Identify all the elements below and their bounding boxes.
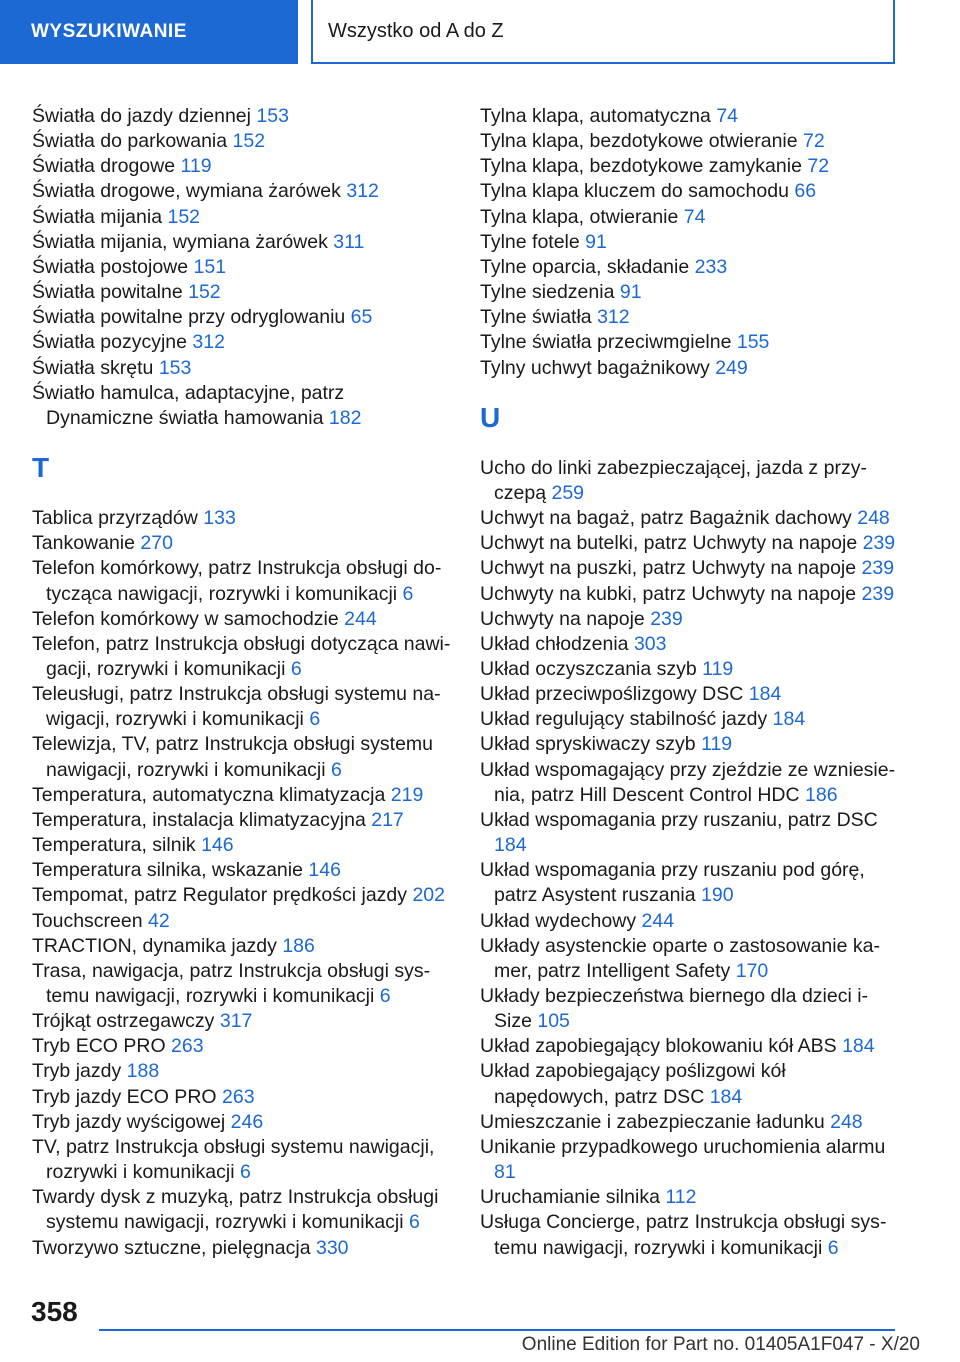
index-entry-page-link[interactable]: 119 <box>702 657 734 680</box>
index-entry-page-link[interactable]: 270 <box>140 532 173 555</box>
index-entry-page-link[interactable]: 74 <box>683 205 706 228</box>
index-column-left <box>32 104 452 1261</box>
index-entry-text: Usługa Concierge, patrz Instrukcja obsługi systemu nawigacji, rozrywki i komunikacji <box>480 1211 887 1259</box>
index-entry <box>32 833 452 858</box>
index-entry-text: Teleusługi, patrz Instrukcja obsługi systemu nawigacji, rozrywki i komunikacji <box>32 683 441 731</box>
index-entry <box>480 758 905 808</box>
index-entry-text: Układy bezpieczeństwa biernego dla dzieci i-Size <box>480 985 869 1033</box>
index-entry-page-link[interactable]: 239 <box>862 532 896 555</box>
index-entry-page-link[interactable]: 330 <box>315 1236 349 1259</box>
index-entry-page-link[interactable]: 263 <box>222 1085 255 1108</box>
page-number: 358 <box>31 1296 78 1327</box>
index-entry-text: Tryb jazdy <box>32 1060 122 1083</box>
index-entry-text: Układy asystenckie oparte o zastosowanie kamer, patrz Intelligent Safety <box>480 934 880 982</box>
index-entry-page-link[interactable]: 239 <box>861 557 895 580</box>
index-entry-page-link[interactable]: 6 <box>290 657 302 680</box>
index-entry-text: Trójkąt ostrzegawczy <box>32 1010 215 1033</box>
index-entry-text: Światła pozycyjne <box>32 331 187 354</box>
index-entry-text: Temperatura silnika, wskazanie <box>32 859 303 882</box>
index-entry <box>480 1110 905 1135</box>
index-entry <box>480 632 905 657</box>
index-entry-text: Uchwyty na kubki, patrz Uchwyty na napoje <box>480 582 857 605</box>
index-entry-text: Tryb jazdy ECO PRO <box>32 1085 217 1108</box>
index-entry-page-link[interactable]: 72 <box>803 130 825 153</box>
index-entry <box>480 934 905 984</box>
index-entry <box>480 280 905 305</box>
index-entry <box>32 858 452 883</box>
index-entry <box>32 883 452 908</box>
index-entry <box>32 154 452 179</box>
footer-rule <box>99 1329 895 1331</box>
index-entry-page-link[interactable]: 152 <box>188 281 221 304</box>
index-entry-page-link[interactable]: 184 <box>748 683 782 706</box>
index-entry-page-link[interactable]: 188 <box>126 1060 160 1083</box>
index-entry-page-link[interactable]: 248 <box>830 1110 863 1133</box>
index-entry <box>32 1110 452 1135</box>
index-entry-text: Uchwyt na bagaż, patrz Bagażnik dachowy <box>480 507 852 530</box>
index-entry <box>32 1185 452 1235</box>
index-entry <box>480 808 905 858</box>
index-entry-page-link[interactable]: 170 <box>735 959 769 982</box>
index-entry-text: Układ oczyszczania szyb <box>480 657 697 680</box>
index-entry-text: Uchwyty na napoje <box>480 607 645 630</box>
tab-search[interactable]: WYSZUKIWANIE <box>0 0 298 64</box>
index-entry-text: Światła mijania, wymiana żarówek <box>32 230 328 253</box>
index-entry <box>480 104 905 129</box>
index-entry-text: Tylne oparcia, składanie <box>480 255 690 278</box>
index-entry-page-link[interactable]: 119 <box>180 155 212 178</box>
index-entry-text: Światła drogowe <box>32 155 176 178</box>
footer-edition: Online Edition for Part no. 01405A1F047 - X/20 <box>521 1334 920 1355</box>
index-entry <box>480 129 905 154</box>
index-entry-text: Układ przeciwpoślizgowy DSC <box>480 683 744 706</box>
index-entry-page-link[interactable]: 202 <box>412 884 445 907</box>
index-entry-text: Telefon komórkowy, patrz Instrukcja obsługi dotycząca nawigacji, rozrywki i komunikacji <box>32 557 442 605</box>
index-entry-page-link[interactable]: 91 <box>619 281 642 304</box>
index-entry-text: Układ chłodzenia <box>480 632 629 655</box>
index-section-letter: T <box>32 452 50 484</box>
index-entry-page-link[interactable]: 6 <box>827 1236 839 1259</box>
index-entry-text: Tylna klapa, bezdotykowe otwieranie <box>480 130 798 153</box>
index-entry-text: Temperatura, silnik <box>32 834 196 857</box>
index-entry <box>480 1059 905 1109</box>
index-entry-text: Światła do parkowania <box>32 130 228 153</box>
index-entry <box>32 808 452 833</box>
index-entry <box>480 682 905 707</box>
index-entry-page-link[interactable]: 74 <box>716 105 739 127</box>
index-entry-text: Uchwyt na butelki, patrz Uchwyty na napoje <box>480 532 858 555</box>
index-entry <box>32 506 452 531</box>
index-entry <box>480 531 905 556</box>
index-entry-text: Układ wspomagania przy ruszaniu, patrz DSC <box>480 808 878 831</box>
index-entry-page-link[interactable]: 42 <box>148 909 170 932</box>
index-entry-page-link[interactable]: 6 <box>239 1161 251 1184</box>
index-entry-text: Tempomat, patrz Regulator prędkości jazdy <box>32 884 408 907</box>
index-entry-text: Tylne fotele <box>480 230 580 253</box>
index-entry-page-link[interactable]: 312 <box>597 306 630 329</box>
index-entry-text: Trasa, nawigacja, patrz Instrukcja obsługi systemu nawigacji, rozrywki i komunikacji <box>32 959 431 1007</box>
index-entry-text: Uruchamianie silnika <box>480 1186 660 1209</box>
index-entry-page-link[interactable]: 151 <box>193 255 227 278</box>
index-entry-page-link[interactable]: 184 <box>709 1085 743 1108</box>
index-entry-page-link[interactable]: 153 <box>158 356 192 379</box>
index-entry-page-link[interactable]: 6 <box>379 985 391 1007</box>
index-entry <box>32 104 452 129</box>
index-entry <box>480 858 905 908</box>
index-section-letter: U <box>480 401 501 433</box>
index-entry <box>480 732 905 757</box>
index-entry-text: Światła powitalne przy odryglowaniu <box>32 306 346 329</box>
index-entry-page-link[interactable]: 6 <box>409 1211 420 1234</box>
index-entry <box>480 506 905 531</box>
index-entry-page-link[interactable]: 91 <box>585 230 607 253</box>
index-entry <box>480 1210 905 1260</box>
index-entry-text: Ucho do linki zabezpieczającej, jazda z przyczepą <box>480 456 867 504</box>
index-entry <box>32 1085 452 1110</box>
index-entry-text: Tylny uchwyt bagażnikowy <box>480 356 710 379</box>
index-entry-text: Temperatura, instalacja klimatyzacyjna <box>32 808 366 831</box>
index-entry-page-link[interactable]: 303 <box>633 632 667 655</box>
index-entry-text: Światła do jazdy dziennej <box>32 105 251 127</box>
index-entry-text: Układ wspomagania przy ruszaniu pod górę, patrz Asystent ruszania <box>480 859 865 907</box>
index-entry <box>32 1009 452 1034</box>
index-entry-text: TV, patrz Instrukcja obsługi systemu nawigacji, rozrywki i komunikacji <box>32 1135 435 1184</box>
index-entry-text: Touchscreen <box>32 909 143 932</box>
index-entry-page-link[interactable]: 133 <box>203 507 236 530</box>
index-entry-page-link[interactable]: 239 <box>861 582 895 605</box>
index-entry <box>32 783 452 808</box>
index-entry <box>32 732 452 782</box>
index-entry-page-link[interactable]: 311 <box>333 230 365 253</box>
index-entry <box>32 230 452 255</box>
index-entry <box>32 934 452 959</box>
index-entry <box>32 280 452 305</box>
index-entry <box>32 682 452 732</box>
index-entry-page-link[interactable]: 248 <box>857 507 890 530</box>
index-entry <box>480 330 905 355</box>
index-entry <box>32 205 452 230</box>
index-entry-text: Tryb ECO PRO <box>32 1035 166 1058</box>
index-entry <box>480 356 905 381</box>
index-entry-text: Tylna klapa, bezdotykowe zamykanie <box>480 155 802 178</box>
index-entry-text: Tylna klapa, otwieranie <box>480 205 679 228</box>
index-entry-page-link[interactable]: 233 <box>694 255 728 278</box>
index-entry-page-link[interactable]: 263 <box>171 1035 204 1058</box>
index-entry <box>480 1135 905 1185</box>
index-entry-text: TRACTION, dynamika jazdy <box>32 934 277 957</box>
index-entry-page-link[interactable]: 6 <box>402 582 414 605</box>
index-entry-text: Telefon komórkowy w samochodzie <box>32 607 339 630</box>
tab-a-to-z[interactable]: Wszystko od A do Z <box>311 0 895 64</box>
index-entry <box>32 129 452 154</box>
index-entry-page-link[interactable]: 259 <box>551 481 585 504</box>
index-entry <box>32 381 452 431</box>
index-entry-page-link[interactable]: 317 <box>219 1010 253 1033</box>
index-entry-page-link[interactable]: 81 <box>494 1161 516 1184</box>
index-entry-text: Tablica przyrządów <box>32 507 198 530</box>
index-entry-text: Układ regulujący stabilność jazdy <box>480 708 768 731</box>
index-entry-page-link[interactable]: 153 <box>256 105 289 127</box>
index-entry <box>32 305 452 330</box>
index-entry <box>32 607 452 632</box>
index-entry-text: Uchwyt na puszki, patrz Uchwyty na napoje <box>480 557 857 580</box>
index-entry-page-link[interactable]: 152 <box>232 130 266 153</box>
index-entry-page-link[interactable]: 152 <box>167 205 201 228</box>
index-entry-page-link[interactable]: 219 <box>390 783 424 806</box>
index-entry-page-link[interactable]: 184 <box>494 834 527 857</box>
index-entry-page-link[interactable]: 155 <box>736 331 770 354</box>
index-entry <box>480 305 905 330</box>
index-entry-text: Tylna klapa kluczem do samochodu <box>480 180 789 203</box>
index-entry <box>480 1034 905 1059</box>
index-entry-page-link[interactable]: 246 <box>230 1110 264 1133</box>
index-entry <box>32 330 452 355</box>
index-entry-page-link[interactable]: 186 <box>805 783 838 806</box>
index-entry-text: Tryb jazdy wyścigowej <box>32 1110 226 1133</box>
index-entry <box>32 556 452 606</box>
index-entry <box>480 707 905 732</box>
index-entry <box>480 154 905 179</box>
index-entry <box>32 1135 452 1185</box>
index-entry-page-link[interactable]: 190 <box>701 884 734 907</box>
index-entry-page-link[interactable]: 6 <box>331 758 342 781</box>
index-entry-text: Układ spryskiwaczy szyb <box>480 733 696 756</box>
index-column-right <box>480 104 905 1261</box>
index-entry <box>32 356 452 381</box>
index-entry-page-link[interactable]: 312 <box>346 180 379 203</box>
index-entry <box>32 1236 452 1261</box>
index-entry-text: Światła drogowe, wymiana żarówek <box>32 180 341 203</box>
index-entry <box>480 984 905 1034</box>
index-entry-page-link[interactable]: 244 <box>641 909 675 932</box>
index-entry <box>480 456 905 506</box>
index-entry-page-link[interactable]: 312 <box>192 331 225 354</box>
index-entry-text: Tworzywo sztuczne, pielęgnacja <box>32 1236 311 1259</box>
index-entry-page-link[interactable]: 6 <box>309 708 321 731</box>
index-entry-page-link[interactable]: 112 <box>665 1186 697 1209</box>
index-entry <box>480 255 905 280</box>
index-entry <box>480 1185 905 1210</box>
index-entry <box>32 632 452 682</box>
index-entry-text: Tylne światła <box>480 306 592 329</box>
index-entry-text: Światła skrętu <box>32 356 154 379</box>
index-entry-page-link[interactable]: 186 <box>282 934 315 957</box>
index-entry-text: Światła postojowe <box>32 255 189 278</box>
index-entry-page-link[interactable]: 105 <box>537 1010 570 1033</box>
index-entry-page-link[interactable]: 182 <box>328 406 362 429</box>
index-entry-page-link[interactable]: 66 <box>794 180 817 203</box>
index-entry <box>32 531 452 556</box>
index-entry <box>32 1034 452 1059</box>
index-entry-text: Światła powitalne <box>32 281 183 304</box>
index-entry <box>480 556 905 581</box>
index-entry <box>32 1059 452 1084</box>
index-entry-text: Układ wspomagający przy zjeździe ze wzniesienia, patrz Hill Descent Control HDC <box>480 758 896 806</box>
index-entry <box>480 909 905 934</box>
index-entry-page-link[interactable]: 239 <box>650 607 683 630</box>
index-entry-text: Telewizja, TV, patrz Instrukcja obsługi systemu nawigacji, rozrywki i komunikacji <box>32 733 434 781</box>
index-entry-page-link[interactable]: 146 <box>201 834 234 857</box>
index-entry-text: Światła mijania <box>32 205 163 228</box>
index-entry <box>32 179 452 204</box>
index-entry-text: Tylne światła przeciwmgielne <box>480 331 732 354</box>
index-entry-page-link[interactable]: 244 <box>344 607 377 630</box>
index-entry-page-link[interactable]: 146 <box>308 859 341 882</box>
index-entry-text: Tylne siedzenia <box>480 281 615 304</box>
index-entry <box>32 959 452 1009</box>
index-entry-text: Układ zapobiegający poślizgowi kół napędowych, patrz DSC <box>480 1060 786 1108</box>
index-entry <box>480 607 905 632</box>
index-entry-text: Tankowanie <box>32 532 135 555</box>
index-entry-page-link[interactable]: 184 <box>842 1035 875 1058</box>
index-entry <box>32 255 452 280</box>
index-entry-page-link[interactable]: 72 <box>807 155 830 178</box>
index-entry <box>480 582 905 607</box>
index-entry-text: Twardy dysk z muzyką, patrz Instrukcja obsługi systemu nawigacji, rozrywki i komunikacji <box>32 1186 439 1234</box>
index-entry-page-link[interactable]: 217 <box>371 808 404 831</box>
index-entry <box>480 657 905 682</box>
index-entry-text: Umieszczanie i zabezpieczanie ładunku <box>480 1110 825 1133</box>
index-entry <box>480 179 905 204</box>
index-entry-text: Układ zapobiegający blokowaniu kół ABS <box>480 1035 837 1058</box>
index-entry-text: Temperatura, automatyczna klimatyzacja <box>32 783 386 806</box>
index-entry <box>480 205 905 230</box>
index-entry-page-link[interactable]: 65 <box>350 306 373 329</box>
index-entry <box>32 909 452 934</box>
index-entry-text: Światło hamulca, adaptacyjne, patrz Dynamiczne światła hamowania <box>32 381 345 429</box>
index-entry-page-link[interactable]: 249 <box>715 356 748 379</box>
index-entry-text: Unikanie przypadkowego uruchomienia alarmu <box>480 1135 886 1158</box>
index-entry-text: Telefon, patrz Instrukcja obsługi dotycząca nawigacji, rozrywki i komunikacji <box>32 632 451 680</box>
index-entry-text: Tylna klapa, automatyczna <box>480 105 711 127</box>
index-entry-page-link[interactable]: 119 <box>701 733 733 756</box>
index-entry <box>480 230 905 255</box>
index-entry-page-link[interactable]: 184 <box>772 708 806 731</box>
index-entry-text: Układ wydechowy <box>480 909 637 932</box>
